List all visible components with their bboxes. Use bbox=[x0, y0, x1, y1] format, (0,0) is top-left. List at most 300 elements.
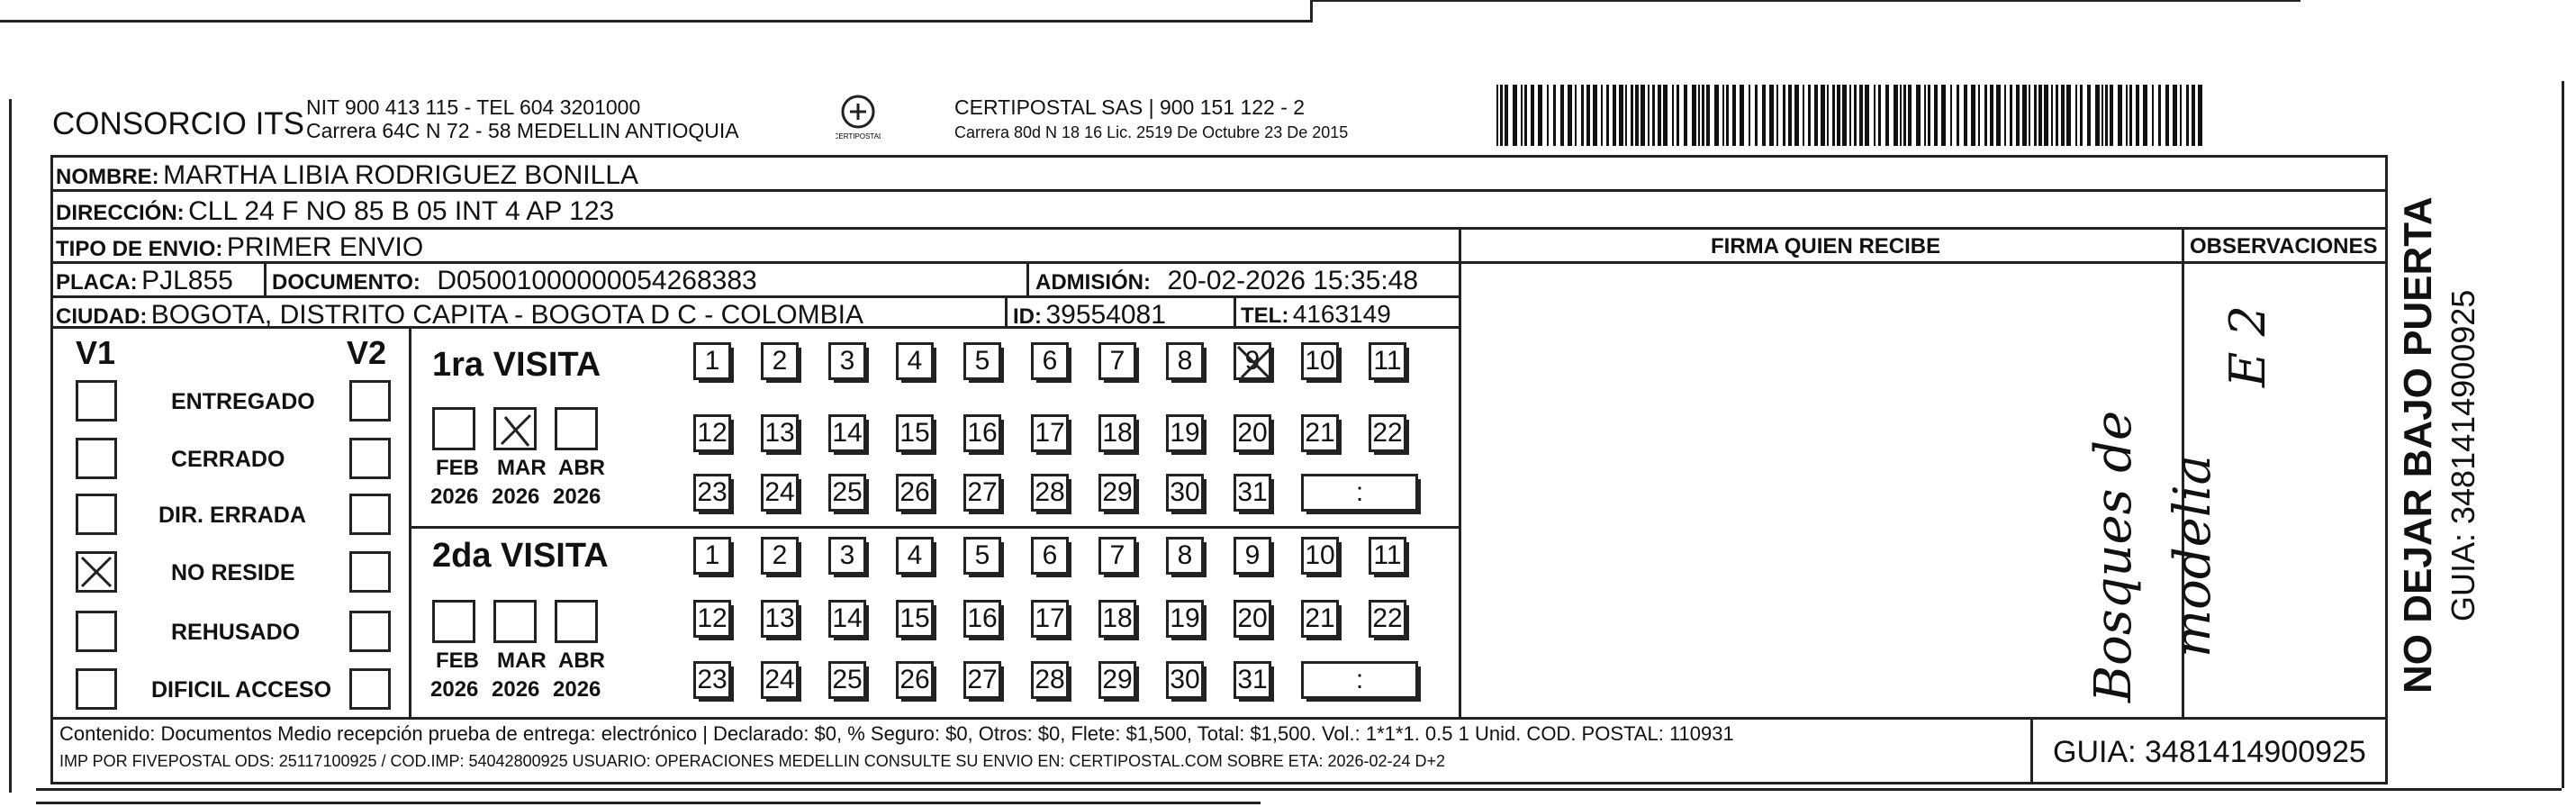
barcode-bar bbox=[1984, 85, 1987, 146]
day-number: 29 bbox=[1102, 477, 1133, 507]
year-label: 2026 bbox=[492, 485, 540, 509]
outer-frame-bottom bbox=[36, 788, 2562, 791]
barcode-bar bbox=[1755, 85, 1758, 146]
barcode-bar bbox=[1692, 85, 1696, 146]
day-number: 1 bbox=[704, 540, 720, 570]
day-box[interactable] bbox=[896, 661, 934, 699]
handwritten-observation: E 2 bbox=[2219, 305, 2276, 387]
day-box[interactable] bbox=[761, 342, 799, 380]
day-number: 5 bbox=[974, 346, 990, 376]
day-number: 19 bbox=[1170, 603, 1200, 633]
month-checkbox[interactable] bbox=[432, 407, 475, 450]
barcode-bar bbox=[1894, 85, 1898, 146]
day-box[interactable] bbox=[1166, 537, 1204, 575]
side-warning: NO DEJAR BAJO PUERTA bbox=[2396, 196, 2440, 694]
day-box[interactable] bbox=[1031, 414, 1069, 452]
day-number: 9 bbox=[1244, 346, 1261, 376]
barcode-bar bbox=[1878, 85, 1881, 146]
day-box[interactable] bbox=[1369, 342, 1406, 380]
day-box[interactable] bbox=[1369, 537, 1406, 575]
barcode-bar bbox=[1625, 85, 1627, 146]
barcode-bar bbox=[2044, 85, 2048, 146]
year-label: 2026 bbox=[492, 677, 540, 702]
day-box[interactable] bbox=[963, 342, 1001, 380]
id-value: 39554081 bbox=[1045, 300, 1166, 330]
day-box[interactable] bbox=[828, 474, 866, 512]
barcode-bar bbox=[1648, 85, 1650, 146]
barcode-bar bbox=[1619, 85, 1623, 146]
barcode-bar bbox=[1842, 85, 1847, 146]
barcode-bar bbox=[2118, 85, 2122, 146]
day-box[interactable] bbox=[761, 661, 799, 699]
day-number: 4 bbox=[907, 346, 923, 376]
barcode-bar bbox=[1606, 85, 1609, 146]
observaciones-header: OBSERVACIONES bbox=[2190, 234, 2378, 258]
day-box[interactable] bbox=[1098, 600, 1136, 638]
barcode-bar bbox=[2029, 85, 2030, 146]
firma-header: FIRMA QUIEN RECIBE bbox=[1711, 234, 1941, 258]
barcode-bar bbox=[2126, 85, 2128, 146]
svg-text:CERTIPOSTAL: CERTIPOSTAL bbox=[836, 132, 881, 141]
day-box[interactable] bbox=[963, 600, 1001, 638]
day-number: 20 bbox=[1237, 603, 1268, 633]
day-box[interactable] bbox=[693, 661, 731, 699]
barcode-bar bbox=[1950, 85, 1952, 146]
barcode-bar bbox=[1740, 85, 1744, 146]
status-v1-checkbox[interactable] bbox=[76, 551, 117, 593]
day-number: 2 bbox=[772, 346, 788, 376]
v1-label: V1 bbox=[76, 334, 116, 371]
barcode-bar bbox=[1808, 85, 1811, 146]
barcode-bar bbox=[2095, 85, 2100, 146]
day-box[interactable] bbox=[761, 537, 799, 575]
day-box[interactable] bbox=[963, 661, 1001, 699]
direccion-value: CLL 24 F NO 85 B 05 INT 4 AP 123 bbox=[188, 196, 615, 226]
top-right-line bbox=[1310, 0, 1313, 23]
barcode-bar bbox=[1957, 85, 1959, 146]
day-number: 27 bbox=[967, 477, 998, 507]
day-box[interactable] bbox=[1098, 342, 1136, 380]
day-number: 24 bbox=[764, 665, 795, 694]
col-line bbox=[1005, 295, 1008, 326]
row-line bbox=[409, 526, 1459, 529]
check-x-icon bbox=[496, 410, 536, 449]
day-box[interactable] bbox=[963, 414, 1001, 452]
status-v1-checkbox[interactable] bbox=[76, 668, 117, 710]
footer-line-2: IMP POR FIVEPOSTAL ODS: 25117100925 / COD.IMP: 54042800925 USUARIO: OPERACIONES MEDELLIN CONSULTE SU ENVIO EN: CERTIPOSTAL.COM SOBRE ETA: 2026-02-24 D+2 bbox=[59, 752, 1446, 770]
day-number: 9 bbox=[1244, 540, 1261, 570]
day-number: 28 bbox=[1035, 477, 1065, 507]
day-number: 21 bbox=[1305, 603, 1335, 633]
day-box[interactable] bbox=[1234, 474, 1271, 512]
footer-guia: GUIA: 3481414900925 bbox=[2053, 735, 2366, 769]
barcode-bar bbox=[1601, 85, 1603, 146]
documento-value: D05001000000054268383 bbox=[437, 266, 757, 295]
year-label: 2026 bbox=[430, 677, 479, 702]
barcode-bar bbox=[2136, 85, 2139, 146]
row-line bbox=[50, 227, 2388, 230]
day-number: 13 bbox=[764, 418, 795, 448]
time-field[interactable] bbox=[1301, 474, 1418, 512]
barcode bbox=[1496, 85, 2208, 146]
barcode-bar bbox=[1964, 85, 1967, 146]
month-checkbox[interactable] bbox=[493, 600, 537, 643]
day-number: 30 bbox=[1170, 665, 1200, 694]
check-x-icon bbox=[78, 554, 114, 590]
v2-label: V2 bbox=[347, 334, 387, 371]
status-v2-checkbox[interactable] bbox=[349, 494, 391, 535]
day-box[interactable] bbox=[828, 342, 866, 380]
year-label: 2026 bbox=[553, 677, 601, 702]
day-box[interactable] bbox=[1369, 414, 1406, 452]
month-checkbox[interactable] bbox=[555, 407, 598, 450]
day-number: 12 bbox=[697, 418, 728, 448]
barcode-bar bbox=[1783, 85, 1785, 146]
barcode-bar bbox=[2056, 85, 2058, 146]
day-box[interactable] bbox=[1166, 342, 1204, 380]
day-box[interactable] bbox=[1234, 342, 1271, 380]
day-number: 10 bbox=[1305, 540, 1335, 570]
status-label: ENTREGADO bbox=[171, 389, 315, 414]
direccion-label: DIRECCIÓN: bbox=[56, 201, 185, 225]
day-box[interactable] bbox=[1166, 414, 1204, 452]
status-label: REHUSADO bbox=[171, 620, 301, 645]
barcode-bar bbox=[1505, 85, 1508, 146]
day-number: 8 bbox=[1177, 540, 1193, 570]
day-number: 18 bbox=[1102, 418, 1133, 448]
barcode-bar bbox=[1916, 85, 1921, 146]
day-box[interactable] bbox=[1234, 661, 1271, 699]
footer-line-1: Contenido: Documentos Medio recepción prueba de entrega: electrónico | Declarado: $0, % Seguro: $0, Otros: $0, Flete: $1,500, Total: $1,500. Vol.: 1*1*1. 0.5 1 Unid. COD. POSTAL: 110931 bbox=[59, 722, 1734, 745]
barcode-bar bbox=[2061, 85, 2065, 146]
day-box[interactable] bbox=[828, 537, 866, 575]
status-v1-checkbox[interactable] bbox=[76, 438, 117, 479]
barcode-bar bbox=[1593, 85, 1597, 146]
barcode-bar bbox=[2101, 85, 2103, 146]
barcode-bar bbox=[2066, 85, 2071, 146]
barcode-bar bbox=[1553, 85, 1556, 146]
tel-value: 4163149 bbox=[1292, 300, 1391, 328]
day-number: 31 bbox=[1237, 665, 1268, 694]
check-x-icon bbox=[1236, 345, 1272, 381]
day-number: 6 bbox=[1042, 346, 1058, 376]
status-v2-checkbox[interactable] bbox=[349, 438, 391, 479]
company-address: Carrera 64C N 72 - 58 MEDELLIN ANTIOQUIA bbox=[306, 119, 739, 142]
day-box[interactable] bbox=[1098, 414, 1136, 452]
day-box[interactable] bbox=[1234, 537, 1271, 575]
col-line bbox=[1234, 295, 1236, 326]
barcode-bar bbox=[2198, 85, 2202, 146]
id-label: ID: bbox=[1013, 304, 1042, 329]
day-box[interactable] bbox=[1166, 661, 1204, 699]
barcode-bar bbox=[1641, 85, 1645, 146]
nombre-label: NOMBRE: bbox=[56, 165, 159, 189]
barcode-bar bbox=[1702, 85, 1704, 146]
day-box[interactable] bbox=[693, 537, 731, 575]
barcode-bar bbox=[1903, 85, 1906, 146]
barcode-bar bbox=[2038, 85, 2042, 146]
barcode-bar bbox=[1941, 85, 1946, 146]
first-visit-title: 1ra VISITA bbox=[432, 346, 601, 384]
placa-label: PLACA: bbox=[56, 270, 138, 295]
day-number: 25 bbox=[832, 665, 863, 694]
day-box[interactable] bbox=[1031, 600, 1069, 638]
day-box[interactable] bbox=[693, 414, 731, 452]
barcode-bar bbox=[1837, 85, 1840, 146]
day-box[interactable] bbox=[896, 600, 934, 638]
day-box[interactable] bbox=[1098, 661, 1136, 699]
month-checkbox[interactable] bbox=[432, 600, 475, 643]
barcode-bar bbox=[1762, 85, 1766, 146]
barcode-bar bbox=[2110, 85, 2113, 146]
day-box[interactable] bbox=[761, 600, 799, 638]
barcode-bar bbox=[1658, 85, 1661, 146]
handwritten-address-2: modelia bbox=[2164, 454, 2222, 657]
row-line bbox=[50, 295, 1460, 298]
admision-value: 20-02-2026 15:35:48 bbox=[1167, 266, 1419, 295]
day-number: 7 bbox=[1109, 346, 1125, 376]
barcode-bar bbox=[1635, 85, 1639, 146]
top-right-rule bbox=[1310, 0, 2300, 2]
time-separator: : bbox=[1355, 477, 1364, 507]
day-box[interactable] bbox=[896, 537, 934, 575]
barcode-bar bbox=[2186, 85, 2189, 146]
row-line bbox=[50, 717, 2388, 720]
day-number: 24 bbox=[764, 477, 795, 507]
barcode-bar bbox=[1726, 85, 1729, 146]
company-nit: NIT 900 413 115 - TEL 604 3201000 bbox=[306, 95, 641, 119]
day-box[interactable] bbox=[1301, 414, 1339, 452]
status-v2-checkbox[interactable] bbox=[349, 668, 391, 710]
side-guia: GUIA: 3481414900925 bbox=[2445, 289, 2481, 621]
day-number: 17 bbox=[1035, 418, 1065, 448]
day-number: 22 bbox=[1372, 603, 1403, 633]
barcode-bar bbox=[1663, 85, 1668, 146]
day-number: 30 bbox=[1170, 477, 1200, 507]
day-box[interactable] bbox=[1166, 474, 1204, 512]
day-box[interactable] bbox=[896, 342, 934, 380]
handwritten-address-1: Bosques de bbox=[2084, 410, 2143, 703]
tel-label: TEL: bbox=[1241, 304, 1289, 328]
barcode-bar bbox=[1885, 85, 1889, 146]
day-number: 16 bbox=[967, 603, 998, 633]
barcode-bar bbox=[1613, 85, 1616, 146]
day-box[interactable] bbox=[896, 414, 934, 452]
barcode-bar bbox=[2192, 85, 2195, 146]
day-number: 31 bbox=[1237, 477, 1268, 507]
barcode-bar bbox=[1832, 85, 1835, 146]
day-number: 15 bbox=[899, 418, 930, 448]
day-box[interactable] bbox=[1098, 537, 1136, 575]
day-box[interactable] bbox=[963, 474, 1001, 512]
barcode-bar bbox=[1575, 85, 1577, 146]
barcode-bar bbox=[1900, 85, 1902, 146]
barcode-bar bbox=[1722, 85, 1724, 146]
barcode-bar bbox=[1521, 85, 1523, 146]
barcode-bar bbox=[2087, 85, 2091, 146]
barcode-bar bbox=[2129, 85, 2132, 146]
admision-label: ADMISIÓN: bbox=[1035, 270, 1151, 295]
tipo-value: PRIMER ENVIO bbox=[226, 232, 424, 262]
barcode-bar bbox=[1794, 85, 1799, 146]
day-box[interactable] bbox=[1234, 600, 1271, 638]
col-line bbox=[264, 261, 267, 295]
documento-label: DOCUMENTO: bbox=[272, 270, 420, 295]
barcode-bar bbox=[1996, 85, 2001, 146]
day-box[interactable] bbox=[1166, 600, 1204, 638]
barcode-bar bbox=[1706, 85, 1710, 146]
status-label: CERRADO bbox=[171, 447, 285, 472]
barcode-bar bbox=[1865, 85, 1869, 146]
day-number: 23 bbox=[697, 665, 728, 694]
month-checkbox[interactable] bbox=[555, 600, 598, 643]
day-number: 7 bbox=[1109, 540, 1125, 570]
day-number: 15 bbox=[899, 603, 930, 633]
barcode-bar bbox=[1859, 85, 1863, 146]
barcode-bar bbox=[1568, 85, 1572, 146]
barcode-bar bbox=[1788, 85, 1792, 146]
barcode-bar bbox=[2051, 85, 2053, 146]
day-number: 10 bbox=[1305, 346, 1335, 376]
barcode-bar bbox=[1803, 85, 1804, 146]
day-number: 26 bbox=[899, 477, 930, 507]
barcode-bar bbox=[1672, 85, 1674, 146]
day-box[interactable] bbox=[1031, 474, 1069, 512]
outer-frame-right bbox=[2562, 81, 2564, 788]
month-label: FEB bbox=[436, 456, 479, 480]
day-number: 23 bbox=[697, 477, 728, 507]
status-v1-checkbox[interactable] bbox=[76, 494, 117, 535]
ciudad-value: BOGOTA, DISTRITO CAPITA - BOGOTA D C - COLOMBIA bbox=[150, 300, 863, 330]
col-line bbox=[1459, 227, 1461, 717]
barcode-bar bbox=[1684, 85, 1687, 146]
day-box[interactable] bbox=[828, 414, 866, 452]
barcode-bar bbox=[2016, 85, 2020, 146]
barcode-bar bbox=[2010, 85, 2012, 146]
day-box[interactable] bbox=[1031, 661, 1069, 699]
barcode-bar bbox=[1849, 85, 1851, 146]
certipostal-logo bbox=[836, 94, 881, 144]
barcode-bar bbox=[1538, 85, 1542, 146]
barcode-bar bbox=[1971, 85, 1975, 146]
day-box[interactable] bbox=[828, 600, 866, 638]
day-number: 12 bbox=[697, 603, 728, 633]
month-label: MAR bbox=[497, 456, 547, 480]
barcode-bar bbox=[1814, 85, 1818, 146]
status-v2-checkbox[interactable] bbox=[349, 611, 391, 652]
day-number: 25 bbox=[832, 477, 863, 507]
nombre-value: MARTHA LIBIA RODRIGUEZ BONILLA bbox=[163, 160, 639, 190]
barcode-bar bbox=[1524, 85, 1527, 146]
barcode-bar bbox=[1821, 85, 1825, 146]
day-box[interactable] bbox=[896, 474, 934, 512]
barcode-bar bbox=[1908, 85, 1912, 146]
barcode-bar bbox=[1513, 85, 1517, 146]
placa-value: PJL855 bbox=[141, 266, 233, 295]
day-number: 6 bbox=[1042, 540, 1058, 570]
day-box[interactable] bbox=[693, 342, 731, 380]
day-number: 29 bbox=[1102, 665, 1133, 694]
day-box[interactable] bbox=[1301, 342, 1339, 380]
barcode-bar bbox=[1874, 85, 1876, 146]
day-number: 3 bbox=[839, 346, 855, 376]
second-visit-title: 2da VISITA bbox=[432, 537, 609, 575]
barcode-bar bbox=[1631, 85, 1633, 146]
barcode-bar bbox=[2080, 85, 2083, 146]
barcode-bar bbox=[2105, 85, 2108, 146]
barcode-bar bbox=[2022, 85, 2027, 146]
day-box[interactable] bbox=[963, 537, 1001, 575]
day-box[interactable] bbox=[1234, 414, 1271, 452]
day-number: 21 bbox=[1305, 418, 1335, 448]
barcode-bar bbox=[1677, 85, 1679, 146]
status-v1-checkbox[interactable] bbox=[76, 611, 117, 652]
barcode-bar bbox=[1547, 85, 1549, 146]
barcode-bar bbox=[2158, 85, 2161, 146]
day-box[interactable] bbox=[761, 414, 799, 452]
status-v2-checkbox[interactable] bbox=[349, 380, 391, 422]
day-number: 16 bbox=[967, 418, 998, 448]
barcode-bar bbox=[1769, 85, 1774, 146]
barcode-bar bbox=[1652, 85, 1655, 146]
day-box[interactable] bbox=[1031, 342, 1069, 380]
status-v2-checkbox[interactable] bbox=[349, 551, 391, 593]
month-label: ABR bbox=[558, 456, 605, 480]
day-number: 14 bbox=[832, 603, 863, 633]
day-number: 1 bbox=[704, 346, 720, 376]
day-number: 19 bbox=[1170, 418, 1200, 448]
barcode-bar bbox=[1924, 85, 1926, 146]
day-box[interactable] bbox=[1301, 537, 1339, 575]
col-line bbox=[2030, 717, 2033, 784]
carrier-address: Carrera 80d N 18 16 Lic. 2519 De Octubre 23 De 2015 bbox=[954, 123, 1349, 141]
status-label: DIFICIL ACCESO bbox=[151, 677, 332, 703]
day-number: 22 bbox=[1372, 418, 1403, 448]
day-box[interactable] bbox=[1301, 600, 1339, 638]
day-number: 8 bbox=[1177, 346, 1193, 376]
day-box[interactable] bbox=[1098, 474, 1136, 512]
top-edge-line bbox=[0, 20, 1310, 23]
time-separator: : bbox=[1355, 665, 1364, 694]
barcode-bar bbox=[1500, 85, 1503, 146]
day-box[interactable] bbox=[1369, 600, 1406, 638]
day-box[interactable] bbox=[1031, 537, 1069, 575]
day-number: 18 bbox=[1102, 603, 1133, 633]
month-checkbox[interactable] bbox=[493, 407, 537, 450]
carrier-name: CERTIPOSTAL SAS | 900 151 122 - 2 bbox=[954, 95, 1306, 119]
col-line bbox=[409, 326, 411, 717]
barcode-bar bbox=[1531, 85, 1534, 146]
year-label: 2026 bbox=[430, 485, 479, 509]
barcode-bar bbox=[2180, 85, 2182, 146]
status-v1-checkbox[interactable] bbox=[76, 380, 117, 422]
time-field[interactable] bbox=[1301, 661, 1418, 699]
day-box[interactable] bbox=[693, 474, 731, 512]
bottom-rule bbox=[36, 802, 1261, 804]
status-label: NO RESIDE bbox=[171, 560, 295, 585]
barcode-bar bbox=[2075, 85, 2077, 146]
day-box[interactable] bbox=[761, 474, 799, 512]
day-box[interactable] bbox=[828, 661, 866, 699]
barcode-bar bbox=[1934, 85, 1938, 146]
month-label: ABR bbox=[558, 648, 605, 673]
tipo-label: TIPO DE ENVIO: bbox=[56, 237, 223, 261]
barcode-bar bbox=[1560, 85, 1564, 146]
ciudad-label: CIUDAD: bbox=[56, 304, 148, 329]
barcode-bar bbox=[1698, 85, 1700, 146]
day-box[interactable] bbox=[693, 600, 731, 638]
barcode-bar bbox=[1586, 85, 1590, 146]
